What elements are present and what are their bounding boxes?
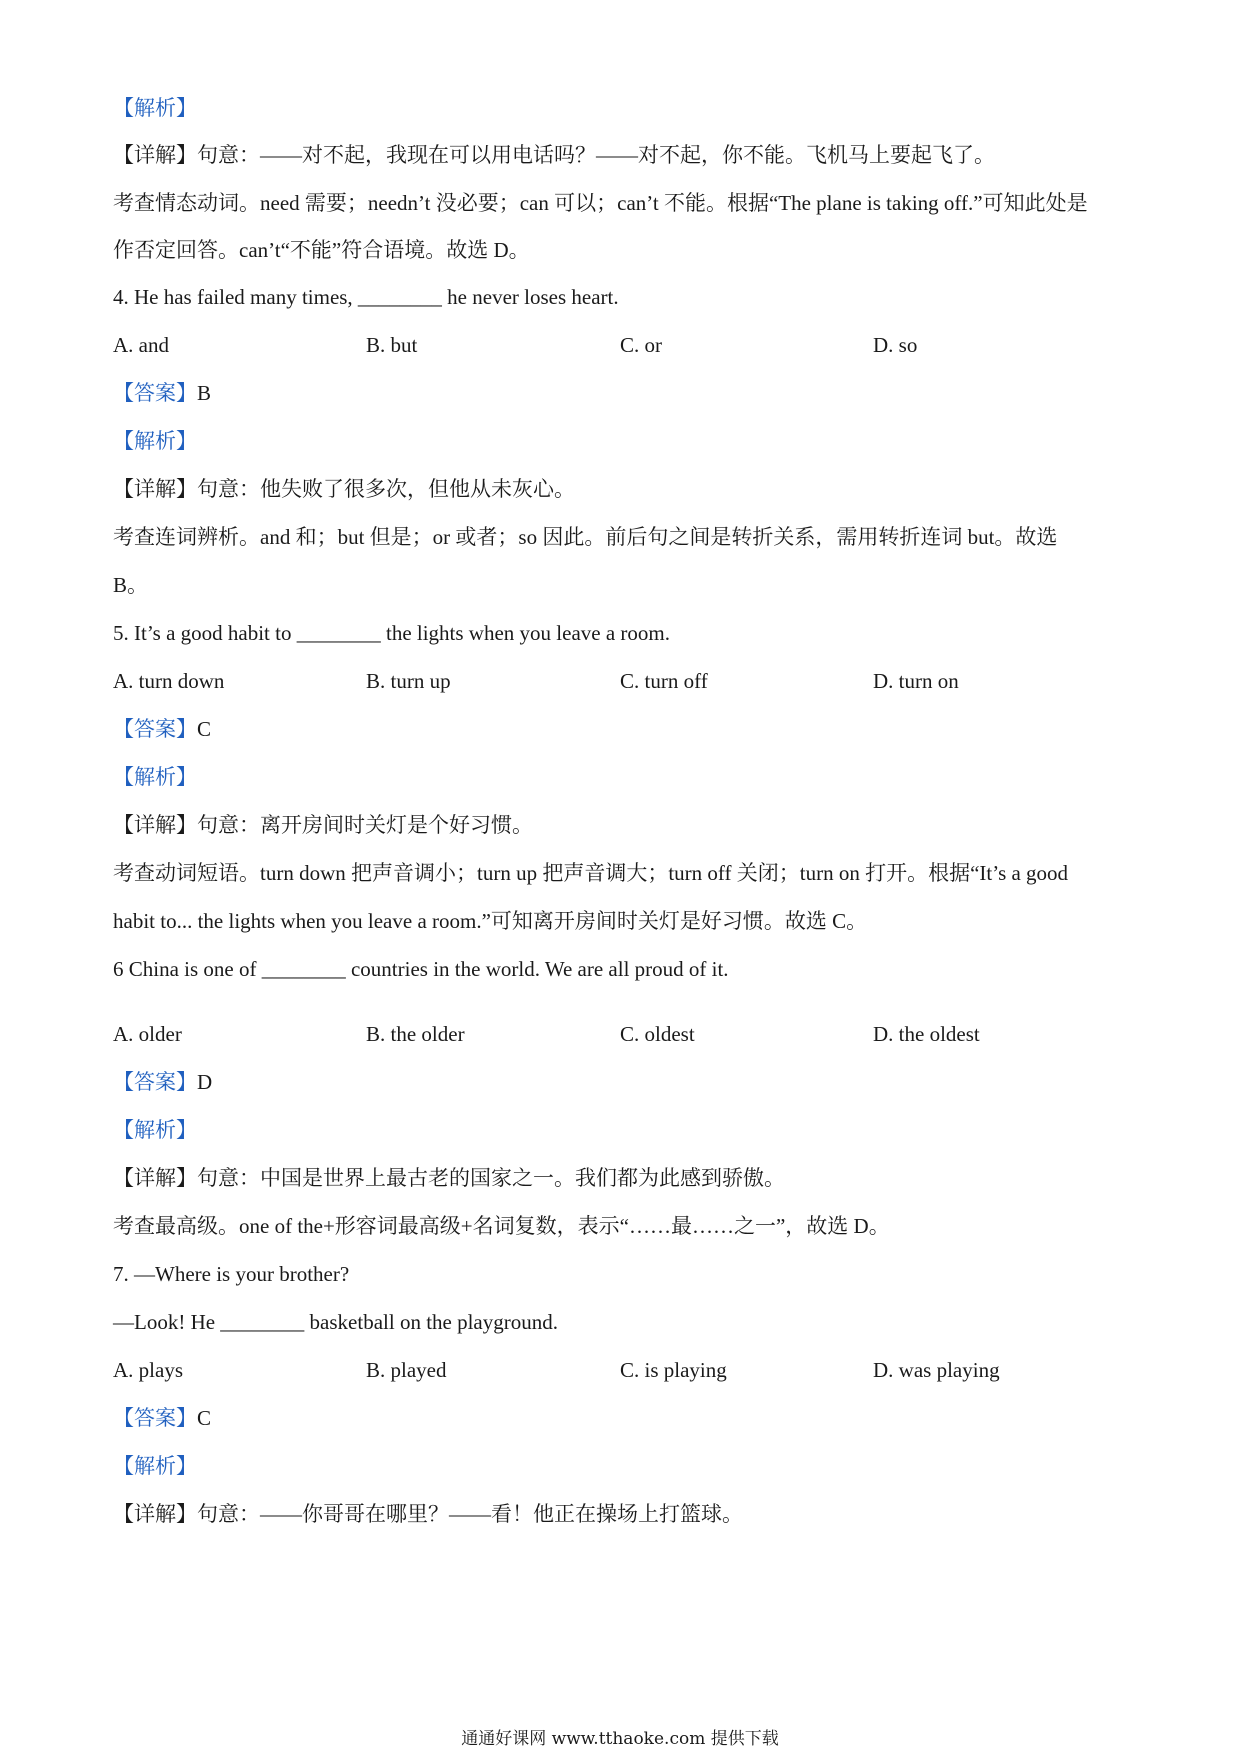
option-c: C. or: [620, 333, 662, 357]
question-stem-4: 4. He has failed many times, ________ he never loses heart.: [113, 285, 619, 309]
option-a: A. older: [113, 1022, 182, 1046]
option-a: A. plays: [113, 1358, 183, 1382]
answer-line-4: [113, 378, 211, 408]
explanation-line: B。: [113, 573, 149, 597]
explanation-line: 考查情态动词。need 需要；needn’t 没必要；can 可以；can’t 不能。根据“The plane is taking off.”可知此处是: [113, 191, 1088, 215]
analysis-tag: 【解析】: [113, 765, 197, 789]
analysis-tag: 【解析】: [113, 1118, 197, 1142]
analysis-tag: 【解析】: [113, 1454, 197, 1478]
detail-tag: 【详解】: [113, 477, 197, 501]
detail-line-6: [113, 1163, 785, 1193]
answer-value: D: [197, 1070, 213, 1094]
analysis-heading-5: [113, 762, 197, 792]
analysis-heading-4: [113, 426, 197, 456]
option-c: C. oldest: [620, 1022, 695, 1046]
option-b: B. the older: [366, 1022, 465, 1046]
explanation-line: 考查连词辨析。and 和；but 但是；or 或者；so 因此。前后句之间是转折关系，需用转折连词 but。故选: [113, 525, 1058, 549]
option-a: A. turn down: [113, 669, 225, 693]
analysis-heading: [113, 93, 197, 123]
explanation-line: 作否定回答。can’t“不能”符合语境。故选 D。: [113, 238, 530, 262]
option-a: A. and: [113, 333, 169, 357]
detail-line-7: [113, 1499, 743, 1529]
option-d: D. turn on: [873, 669, 959, 693]
explanation-line: 考查最高级。one of the+形容词最高级+名词复数，表示“……最……之一”，故选 D。: [113, 1214, 890, 1238]
question-stem-7b: —Look! He ________ basketball on the playground.: [113, 1310, 558, 1334]
answer-tag: 【答案】: [113, 1070, 197, 1094]
answer-value: C: [197, 717, 212, 741]
detail-line-4: [113, 474, 575, 504]
answer-tag: 【答案】: [113, 381, 197, 405]
answer-value: C: [197, 1406, 212, 1430]
detail-text: 句意：他失败了很多次，但他从未灰心。: [197, 477, 575, 501]
detail-tag: 【详解】: [113, 1502, 197, 1526]
options-row-5: [113, 666, 1123, 696]
question-stem-6: 6 China is one of ________ countries in the world. We are all proud of it.: [113, 957, 729, 981]
options-row-4: [113, 330, 1123, 360]
answer-line-5: [113, 714, 211, 744]
answer-tag: 【答案】: [113, 1406, 197, 1430]
page-footer: 通通好课网 www.tthaoke.com 提供下载: [461, 1729, 779, 1749]
answer-line-6: [113, 1067, 212, 1097]
detail-tag: 【详解】: [113, 1166, 197, 1190]
option-c: C. turn off: [620, 669, 708, 693]
analysis-tag: 【解析】: [113, 96, 197, 120]
explanation-line: 考查动词短语。turn down 把声音调小；turn up 把声音调大；turn off 关闭；turn on 打开。根据“It’s a good: [113, 861, 1069, 885]
option-b: B. played: [366, 1358, 447, 1382]
analysis-tag: 【解析】: [113, 429, 197, 453]
question-stem-7: 7. —Where is your brother?: [113, 1262, 350, 1286]
detail-text: 句意：中国是世界上最古老的国家之一。我们都为此感到骄傲。: [197, 1166, 785, 1190]
analysis-heading-6: [113, 1115, 197, 1145]
option-d: D. so: [873, 333, 918, 357]
answer-line-7: [113, 1403, 211, 1433]
detail-text: 句意：——你哥哥在哪里？——看！他正在操场上打篮球。: [197, 1502, 743, 1526]
answer-tag: 【答案】: [113, 717, 197, 741]
option-b: B. turn up: [366, 669, 451, 693]
options-row-7: [113, 1355, 1123, 1385]
detail-line: [113, 140, 995, 170]
explanation-line: habit to... the lights when you leave a room.”可知离开房间时关灯是好习惯。故选 C。: [113, 909, 868, 933]
question-stem-5: 5. It’s a good habit to ________ the lights when you leave a room.: [113, 621, 670, 645]
detail-tag: 【详解】: [113, 143, 197, 167]
option-d: D. was playing: [873, 1358, 1000, 1382]
detail-text: 句意：——对不起，我现在可以用电话吗？——对不起，你不能。飞机马上要起飞了。: [197, 143, 995, 167]
detail-text: 句意：离开房间时关灯是个好习惯。: [197, 813, 533, 837]
option-b: B. but: [366, 333, 418, 357]
options-row-6: [113, 1019, 1123, 1049]
detail-line-5: [113, 810, 533, 840]
detail-tag: 【详解】: [113, 813, 197, 837]
analysis-heading-7: [113, 1451, 197, 1481]
option-d: D. the oldest: [873, 1022, 980, 1046]
answer-value: B: [197, 381, 212, 405]
option-c: C. is playing: [620, 1358, 727, 1382]
